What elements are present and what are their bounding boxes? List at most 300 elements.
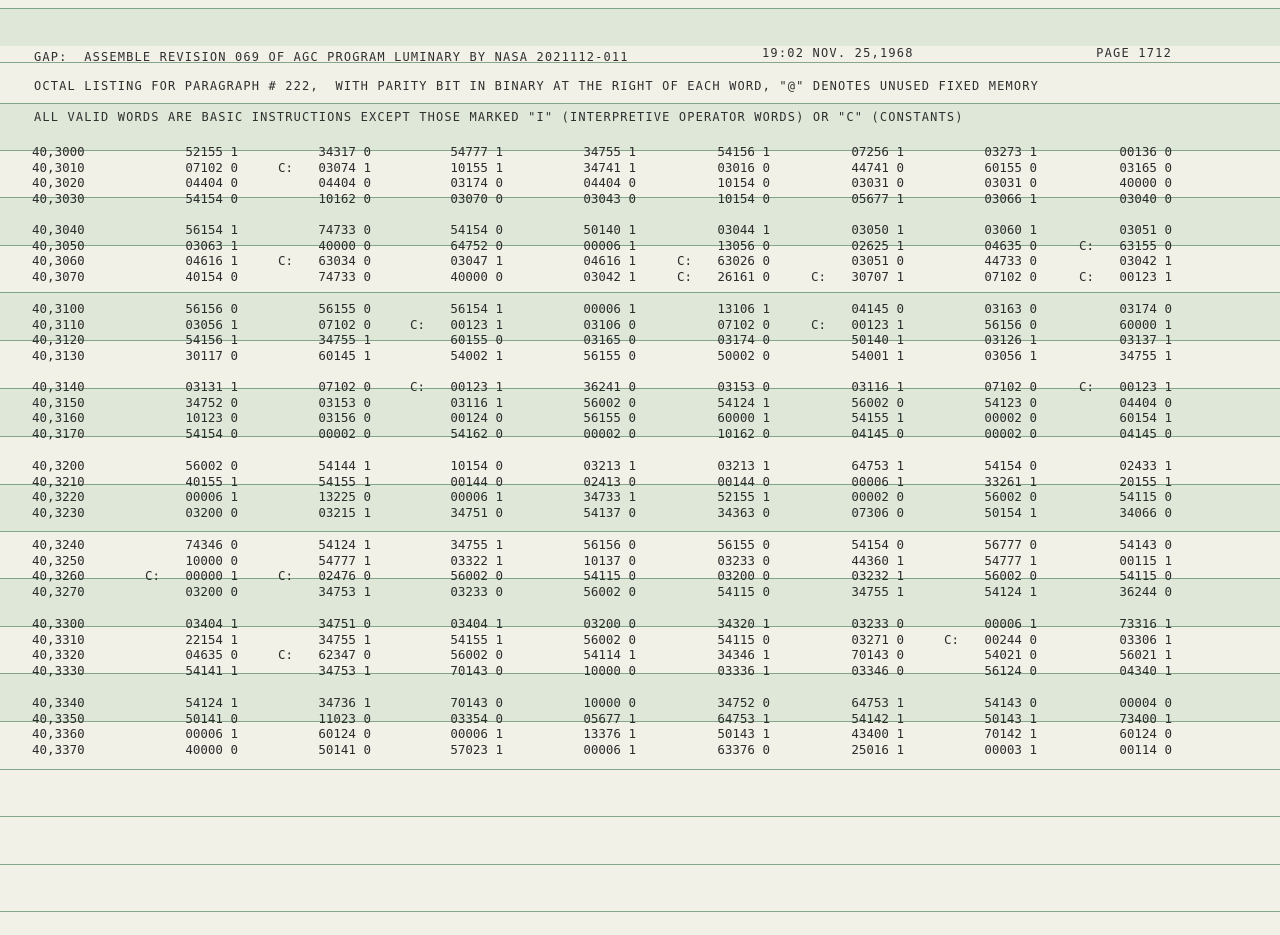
octal-word <box>118 632 238 648</box>
listing-row <box>0 144 1280 160</box>
word-value: 00006 1 <box>450 726 503 741</box>
octal-word <box>784 458 904 474</box>
octal-word <box>516 253 636 269</box>
word-value: 00124 0 <box>450 410 503 425</box>
word-value: 04404 0 <box>185 175 238 190</box>
octal-word <box>650 301 770 317</box>
word-value: 56002 0 <box>583 394 636 410</box>
octal-word <box>118 238 238 254</box>
word-value: 54001 1 <box>851 347 904 363</box>
memory-address: 40,3320 <box>32 647 85 662</box>
octal-word <box>251 410 371 426</box>
word-value: 00123 1 <box>450 379 503 394</box>
octal-word <box>251 175 371 191</box>
octal-word <box>784 332 904 348</box>
octal-word <box>784 348 904 364</box>
constant-marker: C: <box>409 316 425 332</box>
word-value: 00144 0 <box>717 473 770 489</box>
octal-word <box>118 474 238 490</box>
word-value: 70143 0 <box>450 662 503 678</box>
octal-word <box>516 395 636 411</box>
memory-address: 40,3220 <box>32 489 85 504</box>
octal-word <box>251 253 371 269</box>
memory-address: 40,3270 <box>32 583 85 599</box>
word-value: 34755 1 <box>851 583 904 599</box>
word-value: 07102 0 <box>717 316 770 332</box>
octal-word <box>251 379 371 395</box>
word-value: 03354 0 <box>450 710 503 726</box>
memory-address: 40,3100 <box>32 301 85 316</box>
word-value: 04635 0 <box>185 647 238 662</box>
octal-word <box>516 144 636 160</box>
word-value: 52155 1 <box>717 489 770 504</box>
word-value: 54002 1 <box>450 347 503 363</box>
word-value: 33261 1 <box>984 473 1037 489</box>
octal-word <box>251 301 371 317</box>
octal-word <box>650 742 770 758</box>
octal-word <box>118 647 238 663</box>
octal-word <box>118 695 238 711</box>
listing-row <box>0 489 1280 505</box>
word-value: 30707 1 <box>851 268 904 284</box>
word-value: 54777 1 <box>450 144 503 159</box>
listing-row <box>0 726 1280 742</box>
octal-word <box>1052 647 1172 663</box>
octal-word <box>118 458 238 474</box>
word-value: 56154 1 <box>185 222 238 237</box>
octal-word <box>251 568 371 584</box>
word-value: 74346 0 <box>185 537 238 552</box>
word-value: 52155 1 <box>185 144 238 159</box>
octal-word <box>383 348 503 364</box>
constant-marker: C: <box>277 647 293 662</box>
listing-row <box>0 317 1280 333</box>
word-value: 54124 1 <box>717 394 770 410</box>
octal-word <box>917 410 1037 426</box>
word-value: 54154 0 <box>450 222 503 237</box>
octal-word <box>516 379 636 395</box>
octal-word <box>917 253 1037 269</box>
octal-word <box>383 505 503 521</box>
octal-word <box>383 238 503 254</box>
word-value: 56002 0 <box>984 568 1037 583</box>
octal-word <box>118 726 238 742</box>
word-value: 63155 0 <box>1119 237 1172 253</box>
memory-address: 40,3250 <box>32 552 85 568</box>
assembly-header: GAP: ASSEMBLE REVISION 069 OF AGC PROGRAM LUMINARY BY NASA 2021112-011 <box>34 50 629 64</box>
octal-word <box>516 301 636 317</box>
octal-word <box>1052 175 1172 191</box>
paper-rule <box>0 8 1280 9</box>
listing-row <box>0 632 1280 648</box>
listing-row <box>0 553 1280 569</box>
constant-marker: C: <box>810 316 826 332</box>
word-value: 54154 0 <box>185 425 238 441</box>
word-value: 54143 0 <box>984 695 1037 710</box>
listing-row <box>0 711 1280 727</box>
octal-word <box>784 317 904 333</box>
octal-word <box>784 301 904 317</box>
octal-word <box>1052 663 1172 679</box>
word-value: 54144 1 <box>318 458 371 473</box>
word-value: 04404 0 <box>318 175 371 190</box>
word-value: 03051 0 <box>1119 222 1172 237</box>
word-value: 07102 0 <box>984 379 1037 394</box>
octal-word <box>383 144 503 160</box>
listing-row <box>0 301 1280 317</box>
word-value: 00006 1 <box>185 489 238 504</box>
octal-word <box>118 144 238 160</box>
octal-word <box>251 332 371 348</box>
octal-word <box>251 695 371 711</box>
octal-word <box>251 537 371 553</box>
timestamp: 19:02 NOV. 25,1968 <box>762 46 914 60</box>
word-value: 56002 0 <box>851 394 904 410</box>
word-value: 04404 0 <box>583 175 636 190</box>
word-value: 40155 1 <box>185 473 238 489</box>
octal-word <box>784 395 904 411</box>
word-value: 43400 1 <box>851 726 904 741</box>
word-value: 03163 0 <box>984 301 1037 316</box>
octal-word <box>118 301 238 317</box>
word-value: 03137 1 <box>1119 332 1172 347</box>
memory-address: 40,3360 <box>32 726 85 741</box>
octal-word <box>383 742 503 758</box>
word-value: 60145 1 <box>318 347 371 363</box>
octal-word <box>118 317 238 333</box>
octal-word <box>383 410 503 426</box>
octal-word <box>650 505 770 521</box>
word-value: 13225 0 <box>318 489 371 504</box>
octal-word <box>383 711 503 727</box>
listing-row <box>0 568 1280 584</box>
word-value: 60000 1 <box>717 410 770 425</box>
octal-word <box>650 317 770 333</box>
octal-word <box>383 553 503 569</box>
word-value: 44741 0 <box>851 159 904 175</box>
paper-rule <box>0 864 1280 865</box>
octal-word <box>917 553 1037 569</box>
memory-address: 40,3240 <box>32 537 85 552</box>
word-value: 70143 0 <box>450 695 503 710</box>
memory-address: 40,3370 <box>32 741 85 757</box>
octal-word <box>516 175 636 191</box>
paper-rule <box>0 292 1280 293</box>
word-value: 54124 1 <box>185 695 238 710</box>
octal-word <box>516 568 636 584</box>
octal-word <box>251 458 371 474</box>
octal-word <box>1052 191 1172 207</box>
octal-word <box>650 395 770 411</box>
octal-word <box>1052 711 1172 727</box>
octal-word <box>516 489 636 505</box>
octal-word <box>516 695 636 711</box>
octal-word <box>784 742 904 758</box>
word-value: 10154 0 <box>717 175 770 190</box>
word-value: 54115 0 <box>717 631 770 647</box>
memory-address: 40,3340 <box>32 695 85 710</box>
octal-word <box>516 474 636 490</box>
paper-rule <box>0 103 1280 104</box>
octal-word <box>917 647 1037 663</box>
word-value: 54123 0 <box>984 394 1037 410</box>
octal-word <box>1052 348 1172 364</box>
octal-word <box>383 474 503 490</box>
octal-word <box>516 426 636 442</box>
octal-word <box>917 395 1037 411</box>
word-value: 00144 0 <box>450 473 503 489</box>
word-value: 74733 0 <box>318 268 371 284</box>
constant-marker: C: <box>810 268 826 284</box>
paper-rule <box>0 911 1280 912</box>
octal-word <box>383 253 503 269</box>
octal-word <box>1052 317 1172 333</box>
word-value: 04616 1 <box>583 253 636 268</box>
word-value: 54154 0 <box>851 537 904 552</box>
constant-marker: C: <box>1078 237 1094 253</box>
octal-word <box>1052 474 1172 490</box>
word-value: 54115 0 <box>717 583 770 599</box>
octal-word <box>1052 253 1172 269</box>
octal-word <box>784 663 904 679</box>
word-value: 00000 1 <box>185 568 238 583</box>
word-value: 73400 1 <box>1119 710 1172 726</box>
octal-word <box>917 458 1037 474</box>
word-value: 03043 0 <box>583 190 636 206</box>
word-value: 64753 1 <box>851 695 904 710</box>
octal-word <box>118 332 238 348</box>
word-value: 03404 1 <box>450 616 503 631</box>
word-value: 40000 0 <box>185 741 238 757</box>
word-value: 56124 0 <box>984 662 1037 678</box>
word-value: 56002 0 <box>583 583 636 599</box>
octal-word <box>516 726 636 742</box>
word-value: 03174 0 <box>717 332 770 347</box>
octal-word <box>1052 584 1172 600</box>
octal-word <box>118 395 238 411</box>
octal-word <box>650 238 770 254</box>
word-value: 03063 1 <box>185 237 238 253</box>
octal-word <box>383 175 503 191</box>
word-value: 34755 1 <box>318 332 371 347</box>
octal-word <box>516 711 636 727</box>
octal-word <box>1052 568 1172 584</box>
listing-row <box>0 695 1280 711</box>
paper-rule <box>0 816 1280 817</box>
word-value: 10162 0 <box>717 425 770 441</box>
octal-word <box>118 426 238 442</box>
word-value: 34317 0 <box>318 144 371 159</box>
octal-word <box>650 537 770 553</box>
word-value: 34752 0 <box>185 394 238 410</box>
octal-word <box>784 160 904 176</box>
word-value: 34751 0 <box>318 616 371 631</box>
octal-word <box>784 711 904 727</box>
octal-word <box>784 222 904 238</box>
octal-word <box>251 474 371 490</box>
octal-word <box>917 489 1037 505</box>
word-value: 02433 1 <box>1119 458 1172 473</box>
listing-row <box>0 175 1280 191</box>
word-value: 00006 1 <box>583 237 636 253</box>
octal-word <box>118 191 238 207</box>
listing-row <box>0 379 1280 395</box>
octal-word <box>383 663 503 679</box>
memory-address: 40,3330 <box>32 662 85 678</box>
word-value: 05677 1 <box>851 190 904 206</box>
octal-word <box>516 348 636 364</box>
word-value: 64753 1 <box>851 458 904 473</box>
octal-word <box>118 253 238 269</box>
constant-marker: C: <box>1078 379 1094 394</box>
octal-word <box>251 489 371 505</box>
paper-rule <box>0 531 1280 532</box>
word-value: 63026 0 <box>717 253 770 268</box>
octal-word <box>118 663 238 679</box>
word-value: 04404 0 <box>1119 394 1172 410</box>
word-value: 03116 1 <box>450 394 503 410</box>
word-value: 07102 0 <box>318 316 371 332</box>
octal-word <box>251 616 371 632</box>
word-value: 03233 0 <box>450 583 503 599</box>
word-value: 00002 0 <box>851 489 904 504</box>
octal-word <box>383 632 503 648</box>
word-value: 70143 0 <box>851 647 904 662</box>
octal-word <box>251 144 371 160</box>
word-value: 10137 0 <box>583 552 636 568</box>
octal-word <box>383 726 503 742</box>
word-value: 04145 0 <box>851 301 904 316</box>
word-value: 54777 1 <box>984 552 1037 568</box>
octal-word <box>650 584 770 600</box>
octal-word <box>1052 553 1172 569</box>
word-value: 00002 0 <box>318 425 371 441</box>
word-value: 03346 0 <box>851 662 904 678</box>
octal-word <box>917 332 1037 348</box>
octal-word <box>917 742 1037 758</box>
octal-word <box>650 647 770 663</box>
word-value: 64752 0 <box>450 237 503 253</box>
memory-address: 40,3060 <box>32 253 85 268</box>
word-value: 04145 0 <box>851 425 904 441</box>
memory-address: 40,3040 <box>32 222 85 237</box>
octal-word <box>383 489 503 505</box>
octal-word <box>917 379 1037 395</box>
memory-address: 40,3230 <box>32 504 85 520</box>
octal-word <box>118 616 238 632</box>
word-value: 02476 0 <box>318 568 371 583</box>
word-value: 03165 0 <box>583 332 636 347</box>
octal-word <box>118 553 238 569</box>
octal-word <box>516 584 636 600</box>
octal-word <box>516 647 636 663</box>
octal-word <box>251 663 371 679</box>
octal-word <box>1052 632 1172 648</box>
listing-row <box>0 584 1280 600</box>
word-value: 00006 1 <box>851 473 904 489</box>
word-value: 10000 0 <box>583 695 636 710</box>
octal-word <box>383 317 503 333</box>
word-value: 50154 1 <box>984 504 1037 520</box>
octal-word <box>251 269 371 285</box>
word-value: 03051 0 <box>851 253 904 268</box>
octal-word <box>251 584 371 600</box>
octal-word <box>650 332 770 348</box>
word-value: 64753 1 <box>717 710 770 726</box>
paper-rule <box>0 769 1280 770</box>
octal-word <box>784 537 904 553</box>
word-value: 56002 0 <box>185 458 238 473</box>
word-value: 54141 1 <box>185 662 238 678</box>
word-value: 50143 1 <box>984 710 1037 726</box>
octal-word <box>383 584 503 600</box>
octal-word <box>118 568 238 584</box>
octal-word <box>251 647 371 663</box>
octal-word <box>1052 742 1172 758</box>
octal-word <box>383 647 503 663</box>
word-value: 04616 1 <box>185 253 238 268</box>
word-value: 00006 1 <box>583 301 636 316</box>
word-value: 10000 0 <box>583 662 636 678</box>
octal-word <box>917 584 1037 600</box>
word-value: 03126 1 <box>984 332 1037 347</box>
listing-row <box>0 238 1280 254</box>
octal-word <box>784 238 904 254</box>
word-value: 36241 0 <box>583 379 636 394</box>
octal-word <box>917 426 1037 442</box>
memory-address: 40,3200 <box>32 458 85 473</box>
octal-word <box>784 726 904 742</box>
octal-word <box>383 269 503 285</box>
octal-word <box>516 537 636 553</box>
word-value: 34752 0 <box>717 695 770 710</box>
word-value: 54155 1 <box>851 410 904 425</box>
octal-word <box>917 505 1037 521</box>
octal-word <box>516 632 636 648</box>
octal-word <box>251 238 371 254</box>
memory-address: 40,3210 <box>32 473 85 489</box>
octal-word <box>118 537 238 553</box>
word-value: 57023 1 <box>450 741 503 757</box>
word-value: 62347 0 <box>318 647 371 662</box>
octal-word <box>917 711 1037 727</box>
octal-word <box>1052 332 1172 348</box>
octal-word <box>118 489 238 505</box>
octal-word <box>784 616 904 632</box>
word-value: 07306 0 <box>851 504 904 520</box>
constant-marker: C: <box>676 253 692 268</box>
octal-word <box>650 222 770 238</box>
word-value: 54155 1 <box>450 631 503 647</box>
octal-word <box>784 253 904 269</box>
word-value: 54115 0 <box>1119 489 1172 504</box>
paper-band <box>0 8 1280 46</box>
word-value: 03213 1 <box>717 458 770 473</box>
word-value: 10154 0 <box>450 458 503 473</box>
word-value: 03174 0 <box>1119 301 1172 316</box>
octal-word <box>251 160 371 176</box>
octal-word <box>118 175 238 191</box>
octal-word <box>383 537 503 553</box>
word-value: 03031 0 <box>984 175 1037 190</box>
memory-address: 40,3150 <box>32 394 85 410</box>
word-value: 07256 1 <box>851 144 904 159</box>
octal-word <box>118 160 238 176</box>
word-value: 54162 0 <box>450 425 503 441</box>
memory-address: 40,3300 <box>32 616 85 631</box>
constant-marker: C: <box>1078 268 1094 284</box>
constant-marker: C: <box>943 631 959 647</box>
